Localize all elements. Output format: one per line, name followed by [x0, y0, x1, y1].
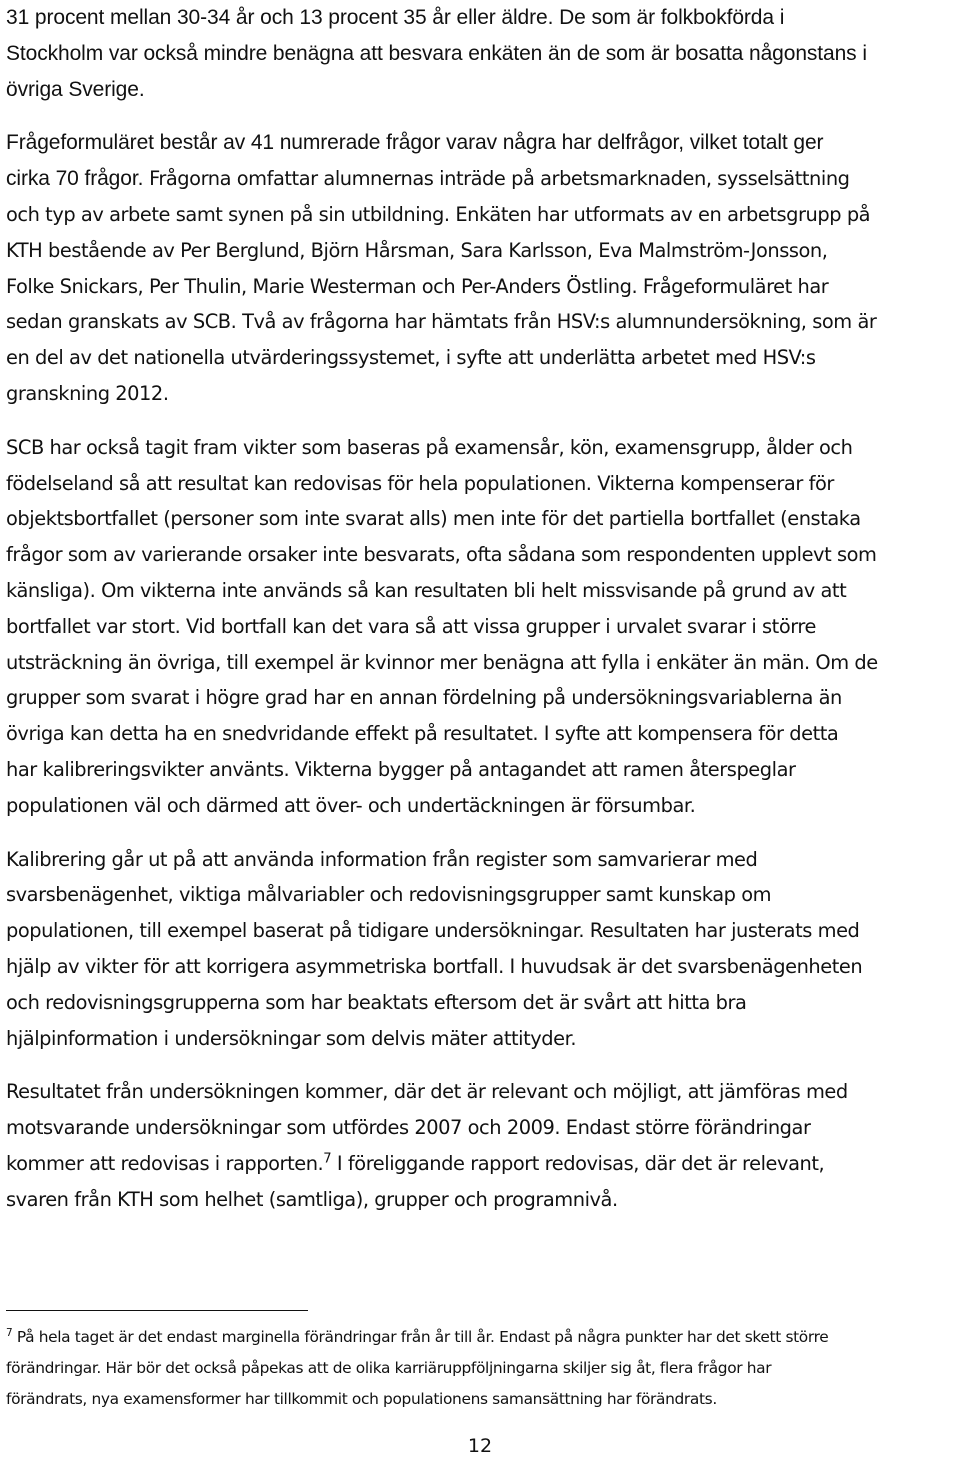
paragraph-weights [6, 430, 954, 824]
text-line: objektsbortfallet (personer som inte svarat alls) men inte för det partiella bortfallet (enstaka [6, 507, 861, 531]
text-line: övriga kan detta ha en snedvridande effekt på resultatet. I syfte att kompensera för detta [6, 722, 839, 746]
text-line: övriga Sverige. [6, 77, 145, 101]
footnote-line: På hela taget är det endast marginella förändringar från år till år. Endast på några punkter har det skett större [12, 1328, 829, 1346]
footnote-number: 7 [6, 1326, 13, 1339]
text-line: har kalibreringsvikter använts. Vikterna bygger på antagandet att ramen återspeglar [6, 757, 796, 781]
text-line: känsliga). Om vikterna inte används så kan resultaten bli helt missvisande på grund av att [6, 578, 847, 602]
text-line: frågor som av varierande orsaker inte besvarats, ofta sådana som respondenten upplevt som [6, 543, 877, 567]
text-line: Stockholm var också mindre benägna att besvara enkäten än de som är bosatta någonstans i [6, 41, 867, 65]
text-line: Frågorna omfattar alumnernas inträde på arbetsmarknaden, sysselsättning [149, 167, 850, 191]
text-line: kommer att redovisas i rapporten. [6, 1151, 324, 1175]
text-line: Folke Snickars, Per Thulin, Marie Westerman och Per-Anders Östling. Frågeformuläret har [6, 274, 829, 298]
text-line: och typ av arbete samt synen på sin utbildning. Enkäten har utformats av en arbetsgrupp på [6, 202, 871, 226]
text-line: grupper som svarat i högre grad har en annan fördelning på undersökningsvariablerna än [6, 686, 842, 710]
text-line: populationen, till exempel baserat på tidigare undersökningar. Resultaten har justerats med [6, 919, 860, 943]
text-line: svaren från KTH som helhet (samtliga), grupper och programnivå. [6, 1187, 618, 1211]
text-line: KTH bestående av Per Berglund, Björn Hårsman, Sara Karlsson, Eva Malmström-Jonsson, [6, 238, 828, 262]
paragraph-questionnaire [6, 125, 954, 411]
text-line: populationen väl och därmed att över- och undertäckningen är försumbar. [6, 793, 696, 817]
page-number: 12 [467, 1435, 493, 1457]
footnote-reference[interactable]: 7 [323, 1151, 332, 1167]
paragraph-calibration [6, 842, 954, 1057]
document-page [6, 0, 954, 1218]
text-line: hjälpinformation i undersökningar som delvis mäter attityder. [6, 1026, 577, 1050]
text-line: Kalibrering går ut på att använda information från register som samvarierar med [6, 847, 758, 871]
text-line: SCB har också tagit fram vikter som baseras på examensår, kön, examensgrupp, ålder och [6, 435, 853, 459]
text-line: en del av det nationella utvärderingssystemet, i syfte att underlätta arbetet med HSV:s [6, 346, 816, 370]
text-line: 31 procent mellan 30-34 år och 13 procent 35 år eller äldre. De som är folkbokförda i [6, 6, 785, 29]
text-line: hjälp av vikter för att korrigera asymmetriska bortfall. I huvudsak är det svarsbenägenheten [6, 954, 863, 978]
paragraph-response-rates [6, 0, 954, 107]
text-line: sedan granskats av SCB. Två av frågorna har hämtats från HSV:s alumnundersökning, som är [6, 310, 877, 334]
text-line: svarsbenägenhet, viktiga målvariabler och redovisningsgrupper samt kunskap om [6, 883, 772, 907]
text-line: Frågeformuläret består av 41 numrerade frågor varav några har delfrågor, vilket totalt ger [6, 131, 824, 155]
text-line: motsvarande undersökningar som utfördes 2007 och 2009. Endast större förändringar [6, 1116, 811, 1140]
text-line: och redovisningsgrupperna som har beaktats eftersom det är svårt att hitta bra [6, 990, 747, 1014]
text-line: utsträckning än övriga, till exempel är kvinnor mer benägna att fylla i enkäter än män. Om de [6, 650, 878, 674]
paragraph-comparison [6, 1074, 954, 1217]
footnote [6, 1322, 956, 1416]
text-line: cirka 70 frågor. [6, 167, 144, 191]
footnote-line: förändrats, nya examensformer har tillkommit och populationens samansättning har förändrats. [6, 1390, 717, 1409]
text-line: I föreliggande rapport redovisas, där det är relevant, [331, 1151, 825, 1175]
footnote-line: förändringar. Här bör det också påpekas att de olika karriäruppföljningarna skiljer sig åt, flera frågor har [6, 1359, 772, 1378]
footnote-separator [6, 1310, 308, 1311]
text-line: granskning 2012. [6, 381, 169, 405]
text-line: Resultatet från undersökningen kommer, där det är relevant och möjligt, att jämföras med [6, 1080, 848, 1104]
text-line: bortfallet var stort. Vid bortfall kan det vara så att vissa grupper i urvalet svarar i större [6, 614, 816, 638]
text-line: födelseland så att resultat kan redovisas för hela populationen. Vikterna kompenserar för [6, 471, 834, 495]
